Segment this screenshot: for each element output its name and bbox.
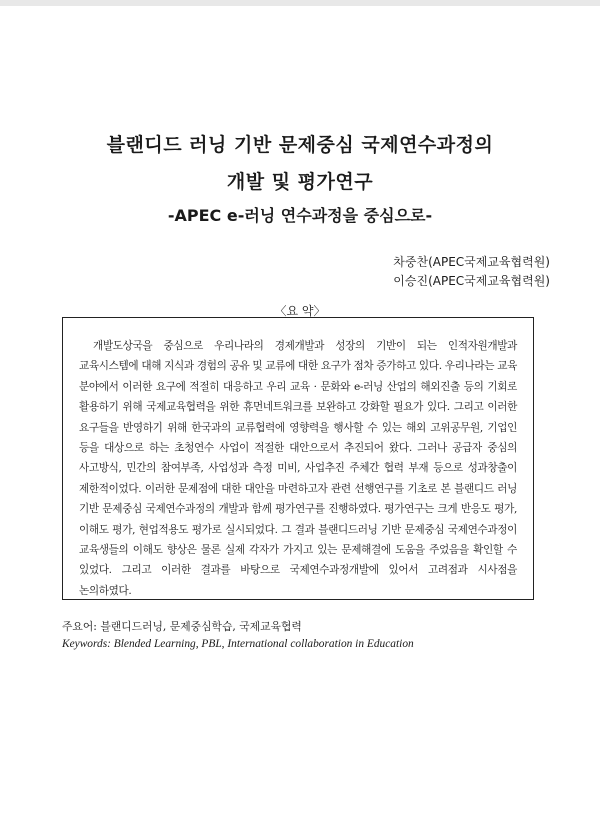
author-1: 차중찬(APEC국제교육협력원) [393,255,550,269]
paper-title-line-1: 블랜디드 러닝 기반 문제중심 국제연수과정의 [106,134,494,156]
abstract-text: 개발도상국을 중심으로 우리나라의 경제개발과 성장의 기반이 되는 인적자원개발과 교육시스템에 대해 지식과 경험의 공유 및 교류에 대한 요구가 점차 증가하고 있다. 우리나라는 교육 분야에서 이러한 요구에 적절히 대응하고 우리 교육 · 문화와 e-러닝 산업의 해외진출 등의 기회로 활용하기 위해 국제교육협력을 위한 휴먼네트워크를 보완하고 강화할 필요가 있다. 그리고 이러한 요구들을 반영하기 위해 한국과의 교류협력에 영향력을 행사할 수 있는 해외 고위공무원, 기업인 등을 대상으로 하는 초청연수 사업이 적절한 대안으로서 추진되어 왔다. 그러나 공급자 중심의 사고방식, 민간의 참여부족, 사업성과 측정 미비, 사업추진 주체간 협력 부재 등으로 성과창출이 제한적이었다. 이러한 문제점에 대한 대안을 마련하고자 관련 선행연구를 기초로 본 블랜디드 러닝 기반 문제중심 국제연수과정의 개발과 함께 평가연구를 진행하였다. 평가연구는 크게 반응도 평가, 이해도 평가, 현업적용도 평가로 실시되었다. 그 결과 블랜디드러닝 기반 문제중심 국제연수과정이 교육생들의 이해도 향상은 물론 실제 각자가 가지고 있는 문제해결에 도움을 주었음을 확인할 수 있었다. 그리고 이러한 결과를 바탕으로 국제연수과정개발에 있어서 고려점과 시사점을 논의하였다. [79,340,517,597]
abstract-box [62,317,534,600]
page-top-edge [0,0,600,6]
author-2: 이승진(APEC국제교육협력원) [393,274,550,288]
keywords-english: Keywords: Blended Learning, PBL, International collaboration in Education [62,638,414,650]
keywords-korean: 주요어: 블랜디드러닝, 문제중심학습, 국제교육협력 [62,620,302,633]
abstract-heading: 〈요 약〉 [274,304,326,318]
paper-subtitle: -APEC e-러닝 연수과정을 중심으로- [167,206,433,225]
paper-title-line-2: 개발 및 평가연구 [226,171,374,193]
